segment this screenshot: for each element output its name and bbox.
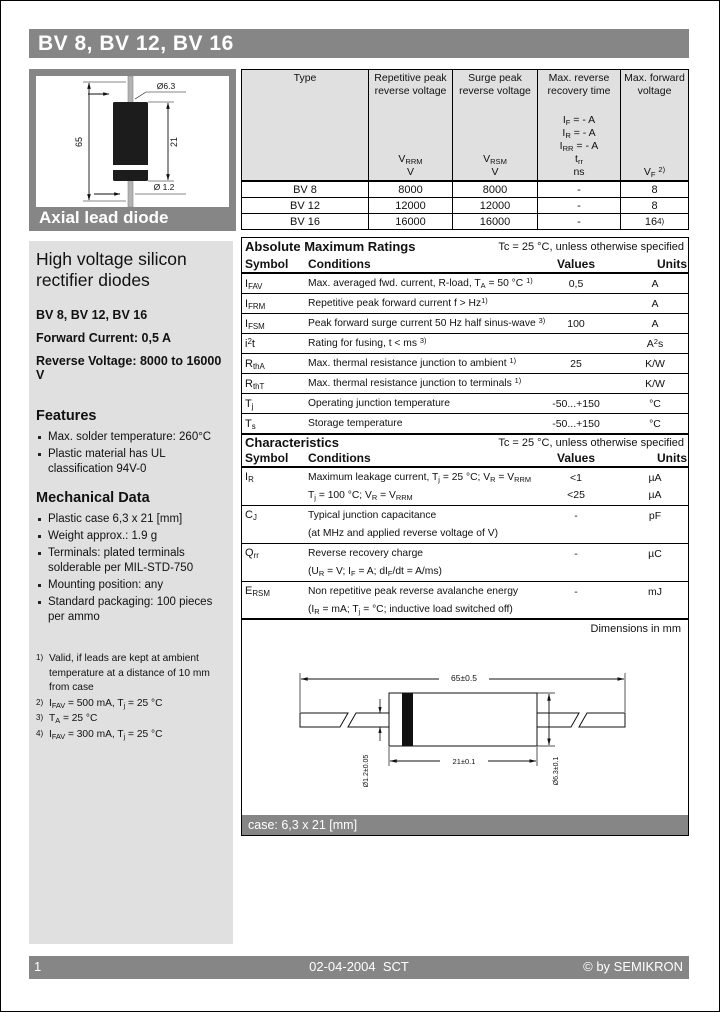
abs-max-ratings-table [241, 237, 689, 434]
header-vrsm: Surge peak reverse voltage $V_{RSM}$ V [453, 70, 538, 180]
feature-item: Plastic material has UL classification 94V-0 [36, 447, 226, 477]
header-vf: Max. forward voltage $V_F$ $^{2)}$ [624, 72, 685, 180]
mechanical-item: Mounting position: any [36, 578, 226, 593]
body-diameter-label: Ø6.3±0.1 [553, 756, 560, 786]
mechanical-item: Weight approx.: 1.9 g [36, 529, 226, 544]
page-title: BV 8, BV 12, BV 16 [29, 29, 689, 58]
table-row: $R_{thA}$ Max. thermal resistance junction to ambient $^{1)}$ 25 K/W [242, 354, 688, 374]
forward-current: Forward Current: 0,5 A [36, 331, 171, 345]
lead-diameter-label: Ø 1.2 [153, 182, 175, 192]
footnote: 1) Valid, if leads are kept at ambient temperature at a distance of 10 mm from case [36, 653, 210, 693]
mechanical-item: Standard packaging: 100 pieces per ammo [36, 595, 226, 625]
info-panel [29, 241, 233, 944]
mechanical-item: Plastic case 6,3 x 21 [mm] [36, 512, 226, 527]
features-title: Features [36, 408, 97, 424]
copyright: © by SEMIKRON [583, 959, 683, 974]
dimensions-note: Dimensions in mm [590, 623, 681, 635]
diode-package-box [29, 69, 236, 231]
cathode-band [113, 165, 148, 170]
footnote: 4) $I_{FAV} = 300$ mA, $T_j = 25$ °C [36, 728, 163, 741]
footnote: 3) $T_A = 25$ °C [36, 713, 98, 726]
table-row: $R_{thT}$ Max. thermal resistance junction to terminals $^{1)}$ K/W [242, 374, 688, 394]
table-row: BV 12 12000 12000 - 8 [242, 198, 688, 214]
cathode-band [402, 694, 413, 746]
reverse-voltage: Reverse Voltage: 8000 to 16000 V [36, 354, 222, 382]
footnotes [36, 652, 226, 742]
table-row: $E_{RSM}$ Non repetitive peak reverse avalanche energy - mJ ($I_R$ = mA; $T_j = ^\circ C$; inductive load switched off) [245, 585, 662, 616]
chr-title-row: Characteristics Tc = 25 °C, unless otherwise specified [245, 435, 684, 450]
amr-title-row: Absolute Maximum Ratings Tc = 25 °C, unless otherwise specified [245, 239, 684, 254]
table-row: $i^2t$ Rating for fusing, t < ms $^{3)}$ $A^2s$ [242, 334, 688, 354]
mechanical-title: Mechanical Data [36, 490, 150, 506]
feature-item: Max. solder temperature: 260°C [36, 430, 226, 445]
case-caption: case: 6,3 x 21 [mm] [242, 815, 688, 835]
table-row: $Q_{rr}$ Reverse recovery charge - µC ($U_R = V$; $I_F = A$; $dI_F/dt = A/ms$) [242, 544, 688, 582]
type-table-header [242, 70, 688, 182]
table-row: BV 8 8000 8000 - 8 [242, 182, 688, 198]
mechanical-item: Terminals: plated terminals solderable per MIL-STD-750 [36, 546, 226, 576]
body-length-label: 21 [169, 136, 179, 148]
headline: High voltage silicon rectifier diodes [36, 249, 187, 290]
axial-diode-drawing [36, 76, 229, 207]
footer-bar [29, 956, 689, 979]
dimensions-box [241, 618, 689, 836]
body-diameter-label: Ø6.3 [156, 81, 176, 91]
diode-drawing-area [36, 76, 229, 207]
header-trr: Max. reverse recovery time $I_F$ = - A $I_R$ = - A $I_{RR}$ = - A $t_{rr}$ ns [538, 70, 621, 180]
amr-column-headers: Symbol Conditions Values Units [242, 255, 688, 274]
total-length-label: 65±0.5 [451, 673, 477, 683]
mechanical-list [36, 512, 226, 625]
device-list: BV 8, BV 12, BV 16 [36, 308, 148, 322]
axial-lead-diode-caption: Axial lead diode [39, 208, 169, 227]
table-row: BV 16 16000 16000 - 16 4) [242, 214, 688, 229]
header-vrrm: Repetitive peak reverse voltage $V_{RRM}$ V [369, 70, 453, 180]
dimensions-drawing [242, 619, 688, 815]
table-row: $C_J$ Typical junction capacitance - pF (at MHz and applied reverse voltage of V) [242, 506, 688, 544]
table-row: $I_{FAV}$ Max. averaged fwd. current, R-load, $T_A = 50$ °C $^{1)}$ 0,5 A [242, 274, 688, 294]
table-row: $T_j$ Operating junction temperature -50...+150 °C [242, 394, 688, 414]
type-table [241, 69, 689, 230]
characteristics-table [241, 434, 689, 620]
features-list [36, 430, 226, 477]
date-code: 02-04-2004 SCT [309, 959, 409, 974]
page-number: 1 [34, 959, 42, 974]
table-row: $I_R$ Maximum leakage current, $T_j = 25$ °C; $V_R = V_{RRM}$ <1 µA $T_j = 100$ °C; $V_R = V_{RRM}$ <25 µA [242, 468, 688, 506]
table-row: $T_s$ Storage temperature -50...+150 °C [245, 417, 661, 431]
body-length-label: 21±0.1 [452, 757, 476, 766]
total-length-label: 65 [74, 136, 84, 148]
header-type: Type [242, 70, 369, 180]
lead-diameter-label: Ø1.2±0.05 [363, 754, 370, 788]
table-row: $I_{FSM}$ Peak forward surge current 50 Hz half sinus-wave $^{3)}$ 100 A [242, 314, 688, 334]
table-row: $I_{FRM}$ Repetitive peak forward current $f > Hz^{1)}$ A [242, 294, 688, 314]
footnote: 2) $I_{FAV} = 500$ mA, $T_j = 25$ °C [36, 697, 163, 710]
chr-column-headers: Symbol Conditions Values Units [242, 450, 688, 468]
